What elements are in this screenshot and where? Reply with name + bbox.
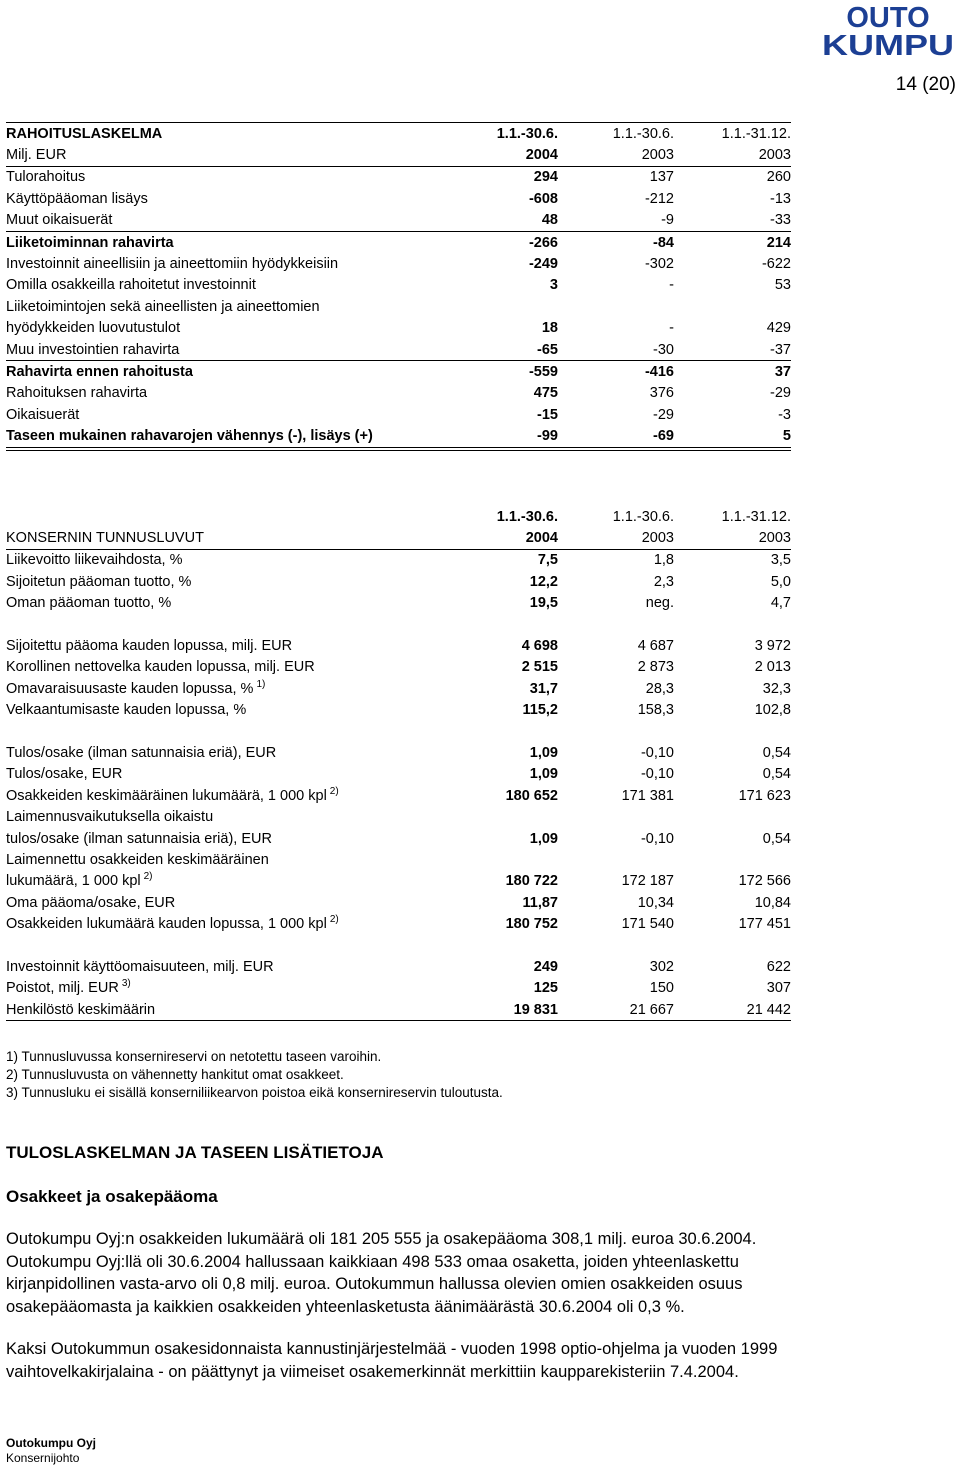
footnote-ref: 2) — [143, 871, 153, 883]
value-cell: 180 722 — [505, 873, 558, 890]
value-cell: -99 — [418, 425, 558, 448]
footnote-ref: 2) — [329, 785, 339, 797]
table-row — [6, 425, 791, 448]
row-label: Laimennettu osakkeiden keskimääräinen — [6, 851, 269, 868]
kpi-title: KONSERNIN TUNNUSLUVUT — [6, 527, 418, 549]
row-label: Oman pääoman tuotto, % — [6, 595, 172, 612]
table-row — [6, 296, 791, 317]
value-cell: 31,7 — [529, 680, 558, 697]
value-cell: 7,5 — [537, 552, 558, 569]
value-cell: -69 — [558, 425, 674, 448]
year-label: 2004 — [418, 527, 558, 549]
cashflow-table — [6, 122, 791, 451]
value-cell: -0,10 — [640, 830, 674, 847]
table-row — [6, 166, 791, 188]
logo-text-line2: KUMPU — [822, 30, 954, 58]
value-cell: -608 — [528, 190, 558, 207]
section-heading: TULOSLASKELMAN JA TASEEN LISÄTIETOJA — [6, 1143, 384, 1162]
row-label: Tulos/osake (ilman satunnaisia eriä), EUR — [6, 744, 277, 761]
row-label: Taseen mukainen rahavarojen vähennys (-), lisäys (+) — [6, 425, 418, 448]
table-row — [6, 635, 791, 656]
value-cell: 622 — [766, 958, 791, 975]
value-cell — [418, 806, 558, 827]
value-cell: 48 — [418, 210, 558, 232]
table-row — [6, 913, 791, 934]
value-cell: 2 873 — [637, 659, 674, 676]
value-cell: -622 — [761, 256, 791, 273]
value-cell: 3 — [549, 277, 558, 294]
value-cell: 102,8 — [754, 702, 791, 719]
value-cell: -9 — [558, 210, 674, 232]
row-label: Omavaraisuusaste kauden lopussa, % $^{1)}$ — [6, 678, 266, 697]
value-cell: -559 — [528, 363, 558, 380]
unit-label: Milj. EUR — [6, 144, 418, 166]
value-cell: 5 — [674, 425, 791, 448]
table-row — [6, 253, 791, 274]
value-cell: 0,54 — [762, 744, 791, 761]
value-cell: 172 566 — [738, 873, 791, 890]
value-cell: -266 — [528, 234, 558, 251]
outokumpu-logo — [820, 2, 956, 58]
footer-company: Outokumpu Oyj — [6, 1436, 96, 1450]
value-cell: -29 — [770, 385, 791, 402]
value-cell: 0,54 — [762, 766, 791, 783]
period-label: 1.1.-31.12. — [674, 123, 791, 145]
value-cell: -0,10 — [640, 744, 674, 761]
period-label: 1.1.-30.6. — [612, 508, 674, 525]
table-row — [6, 188, 791, 209]
year-label: 2003 — [674, 527, 791, 549]
value-cell: 4 698 — [521, 638, 558, 655]
value-cell — [674, 296, 791, 317]
value-cell: 294 — [533, 169, 558, 186]
footer-unit: Konsernijohto — [6, 1451, 80, 1465]
value-cell: 1,09 — [529, 766, 558, 783]
cashflow-title: RAHOITUSLASKELMA — [6, 123, 418, 145]
value-cell: 2 515 — [521, 659, 558, 676]
year-label: 2003 — [674, 144, 791, 166]
value-cell: 32,3 — [762, 680, 791, 697]
value-cell: 3,5 — [770, 552, 791, 569]
value-cell: 10,34 — [637, 894, 674, 911]
value-cell: 19,5 — [529, 595, 558, 612]
table-row — [6, 571, 791, 592]
row-label: Investoinnit käyttöomaisuuteen, milj. EUR — [6, 958, 274, 975]
value-cell: 214 — [766, 234, 791, 251]
row-label: Tulos/osake, EUR — [6, 766, 123, 783]
table-row — [6, 849, 791, 870]
row-label: Muut oikaisuerät — [6, 210, 418, 232]
value-cell: 171 381 — [621, 787, 674, 804]
value-cell — [558, 806, 674, 827]
table-row — [6, 700, 791, 721]
value-cell: -13 — [770, 190, 791, 207]
value-cell: 171 540 — [621, 916, 674, 933]
value-cell: 12,2 — [529, 573, 558, 590]
footnote: 3) Tunnusluku ei sisällä konserniliikearvon poistoa eikä konsernireservin tuloutusta. — [6, 1085, 503, 1100]
value-cell: 2,3 — [653, 573, 674, 590]
value-cell — [418, 296, 558, 317]
table-row — [6, 978, 791, 999]
table-row — [6, 593, 791, 614]
value-cell: 307 — [766, 980, 791, 997]
value-cell: 4,7 — [770, 595, 791, 612]
table-row — [6, 339, 791, 361]
paragraph-line: Kaksi Outokummun osakesidonnaista kannustinjärjestelmää - vuoden 1998 optio-ohjelma ja vuoden 1999 — [6, 1340, 778, 1358]
value-cell — [418, 849, 558, 870]
value-cell: 5,0 — [770, 573, 791, 590]
value-cell: 180 752 — [505, 916, 558, 933]
value-cell: 475 — [533, 385, 558, 402]
year-label: 2003 — [558, 527, 674, 549]
paragraph-incentives — [6, 1338, 946, 1383]
value-cell: 137 — [649, 169, 674, 186]
value-cell: 18 — [541, 320, 558, 337]
table-row — [6, 404, 791, 425]
value-cell: 19 831 — [418, 999, 558, 1021]
value-cell: -15 — [537, 406, 558, 423]
value-cell: 53 — [774, 277, 791, 294]
row-label: Investoinnit aineellisiin ja aineettomiin hyödykkeisiin — [6, 256, 339, 273]
paragraph-line: kirjanpidollinen vasta-arvo oli 0,8 milj. euroa. Outokummun hallussa olevien omien osakkeiden osuus — [6, 1275, 743, 1294]
row-label: hyödykkeiden luovutustulot — [6, 320, 181, 337]
value-cell: 2 013 — [754, 659, 791, 676]
value-cell: 4 687 — [637, 638, 674, 655]
value-cell: 11,87 — [522, 894, 558, 911]
value-cell: 260 — [766, 169, 791, 186]
row-label: Rahoituksen rahavirta — [6, 385, 148, 402]
value-cell: -212 — [644, 190, 674, 207]
footnote-ref: 2) — [329, 914, 339, 926]
value-cell: 172 187 — [621, 873, 674, 890]
period-label: 1.1.-30.6. — [418, 123, 558, 145]
value-cell: 1,8 — [653, 552, 674, 569]
paragraph-line: Outokumpu Oyj:n osakkeiden lukumäärä oli 181 205 555 ja osakepääoma 308,1 milj. euroa 30.6.2004. — [6, 1230, 757, 1248]
table-row — [6, 231, 791, 253]
table-row — [6, 318, 791, 339]
period-label: 1.1.-30.6. — [496, 508, 558, 525]
value-cell: - — [669, 277, 674, 294]
value-cell: 21 442 — [674, 999, 791, 1021]
footnote-ref: 1) — [256, 678, 266, 690]
value-cell: -37 — [674, 339, 791, 361]
table-row — [6, 785, 791, 806]
footnote: 2) Tunnusluvusta on vähennetty hankitut omat osakkeet. — [6, 1067, 344, 1082]
row-label: lukumäärä, 1 000 kpl $^{2)}$ — [6, 871, 153, 890]
row-label: Osakkeiden keskimääräinen lukumäärä, 1 000 kpl $^{2)}$ — [6, 785, 339, 804]
footnote-ref: 3) — [121, 978, 131, 990]
value-cell: 10,84 — [754, 894, 791, 911]
table-row — [6, 210, 791, 232]
value-cell — [558, 296, 674, 317]
paragraph-line: vaihtovelkakirjalaina - on päättynyt ja viimeiset osakemerkinnät merkittiin kaupparekisteriin 7.4.2004. — [6, 1362, 739, 1381]
value-cell: - — [669, 320, 674, 337]
period-label: 1.1.-30.6. — [558, 123, 674, 145]
value-cell: -65 — [418, 339, 558, 361]
value-cell: 180 652 — [505, 787, 558, 804]
value-cell: 21 667 — [558, 999, 674, 1021]
table-row — [6, 383, 791, 404]
row-label: Korollinen nettovelka kauden lopussa, milj. EUR — [6, 659, 315, 676]
section-subheading: Osakkeet ja osakepääoma — [6, 1187, 218, 1206]
table-row — [6, 871, 791, 892]
value-cell: 1,09 — [529, 830, 558, 847]
row-label: Oikaisuerät — [6, 406, 80, 423]
value-cell: 177 451 — [738, 916, 791, 933]
value-cell — [674, 806, 791, 827]
value-cell: neg. — [645, 595, 674, 612]
value-cell: 3 972 — [754, 638, 791, 655]
table-row — [6, 828, 791, 849]
row-label: tulos/osake (ilman satunnaisia eriä), EUR — [6, 830, 272, 847]
footnotes — [6, 1048, 503, 1102]
row-label: Velkaantumisaste kauden lopussa, % — [6, 702, 247, 719]
value-cell: 302 — [649, 958, 674, 975]
table-row — [6, 275, 791, 296]
paragraph-line: osakepääomasta ja kaikkien osakkeiden yhteenlasketusta äänimäärästä 30.6.2004 oli 0,3 %. — [6, 1297, 685, 1316]
row-label: Muu investointien rahavirta — [6, 339, 418, 361]
value-cell: -33 — [674, 210, 791, 232]
table-row — [6, 956, 791, 977]
value-cell: 115,2 — [522, 702, 558, 719]
table-row — [6, 999, 791, 1021]
value-cell: 249 — [533, 958, 558, 975]
paragraph-shares — [6, 1228, 946, 1318]
value-cell: 125 — [533, 980, 558, 997]
table-row — [6, 361, 791, 383]
table-row — [6, 549, 791, 571]
row-label: Liiketoiminnan rahavirta — [6, 234, 174, 251]
row-label: Henkilöstö keskimäärin — [6, 999, 418, 1021]
row-label: Laimennusvaikutuksella oikaistu — [6, 809, 214, 826]
row-label: Sijoitetun pääoman tuotto, % — [6, 573, 192, 590]
period-label: 1.1.-31.12. — [721, 508, 791, 525]
table-row — [6, 806, 791, 827]
table-row — [6, 764, 791, 785]
page-number: 14 (20) — [895, 74, 956, 95]
row-label: Sijoitettu pääoma kauden lopussa, milj. EUR — [6, 638, 293, 655]
value-cell: 429 — [766, 320, 791, 337]
row-label: Oma pääoma/osake, EUR — [6, 894, 176, 911]
value-cell: -29 — [653, 406, 674, 423]
footer — [6, 1436, 96, 1466]
kpi-table — [6, 506, 791, 1021]
value-cell: 0,54 — [762, 830, 791, 847]
value-cell: -416 — [644, 363, 674, 380]
value-cell: 150 — [649, 980, 674, 997]
row-label: Käyttöpääoman lisäys — [6, 190, 148, 207]
value-cell: -3 — [778, 406, 791, 423]
value-cell: 28,3 — [645, 680, 674, 697]
table-row — [6, 892, 791, 913]
row-label: Liikevoitto liikevaihdosta, % — [6, 552, 183, 569]
value-cell: 1,09 — [529, 744, 558, 761]
value-cell: 171 623 — [738, 787, 791, 804]
value-cell: -302 — [644, 256, 674, 273]
table-row — [6, 742, 791, 763]
value-cell — [558, 849, 674, 870]
row-label: Rahavirta ennen rahoitusta — [6, 363, 193, 380]
value-cell: 37 — [774, 363, 791, 380]
table-row — [6, 678, 791, 699]
value-cell: -30 — [558, 339, 674, 361]
value-cell — [674, 849, 791, 870]
footnote: 1) Tunnusluvussa konsernireservi on netotettu taseen varoihin. — [6, 1049, 382, 1064]
year-label: 2003 — [558, 144, 674, 166]
value-cell: 158,3 — [637, 702, 674, 719]
logo-text-line1: OUTO — [846, 2, 930, 34]
row-label: Liiketoimintojen sekä aineellisten ja aineettomien — [6, 298, 320, 315]
paragraph-line: Outokumpu Oyj:llä oli 30.6.2004 hallussaan kaikkiaan 498 533 omaa osaketta, joiden yhteenlaskettu — [6, 1252, 739, 1271]
row-label: Osakkeiden lukumäärä kauden lopussa, 1 000 kpl $^{2)}$ — [6, 914, 339, 933]
value-cell: 376 — [649, 385, 674, 402]
row-label: Tulorahoitus — [6, 169, 86, 186]
row-label: Poistot, milj. EUR $^{3)}$ — [6, 978, 131, 997]
value-cell: -249 — [528, 256, 558, 273]
value-cell: -0,10 — [640, 766, 674, 783]
value-cell: -84 — [653, 234, 674, 251]
year-label: 2004 — [418, 144, 558, 166]
table-row — [6, 657, 791, 678]
row-label: Omilla osakkeilla rahoitetut investoinnit — [6, 277, 256, 294]
